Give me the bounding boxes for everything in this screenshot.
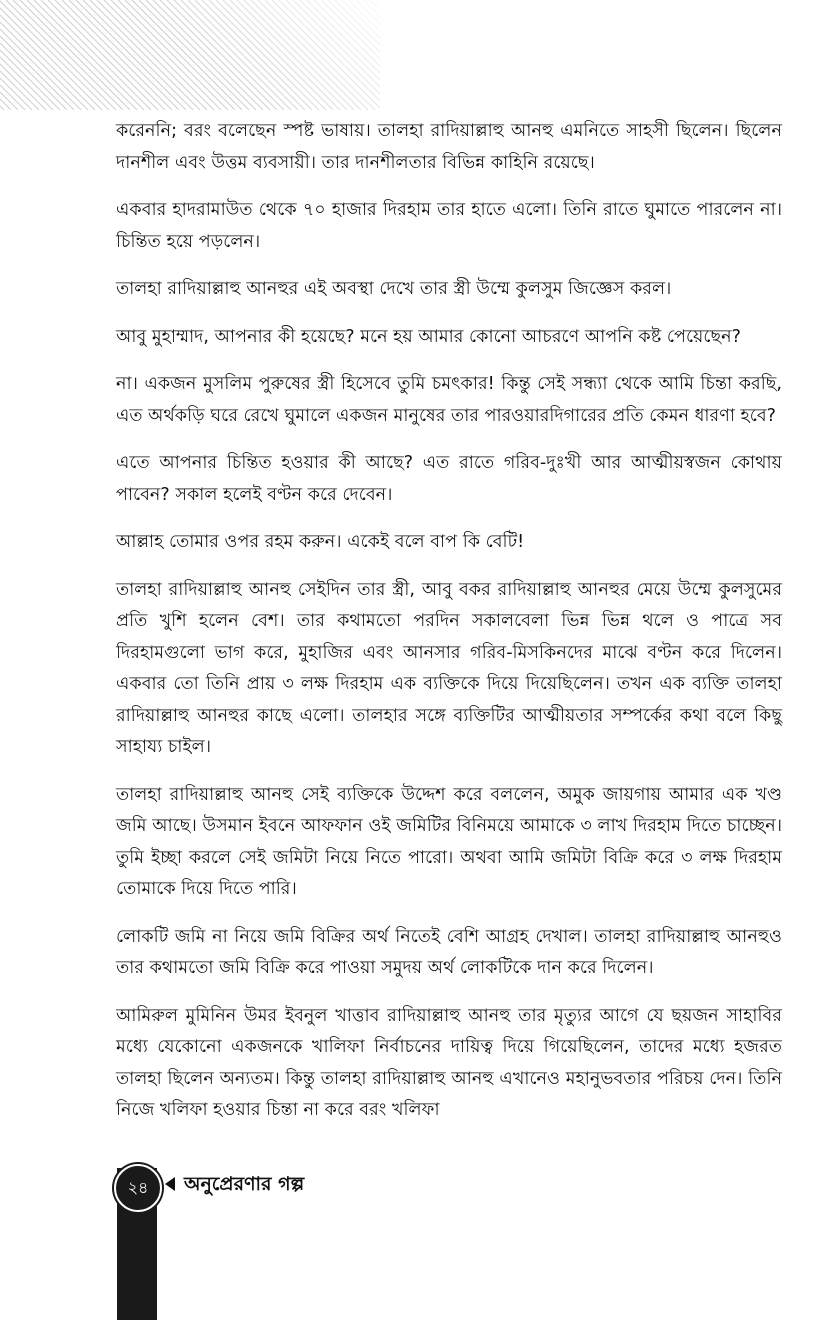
paragraph: একবার হাদরামাউত থেকে ৭০ হাজার দিরহাম তার হাতে এলো। তিনি রাতে ঘুমাতে পারলেন না। চিন্তিত হয়ে পড়লেন। <box>116 200 782 252</box>
paragraph: লোকটি জমি না নিয়ে জমি বিক্রির অর্থ নিতেই বেশি আগ্রহ দেখাল। তালহা রাদিয়াল্লাহু আনহুও তার কথামতো জমি বিক্রি করে পাওয়া সমুদয় অর্থ লোকটিকে দান করে দিলেন। <box>116 926 782 978</box>
paragraph: আমিরুল মুমিনিন উমর ইবনুল খাত্তাব রাদিয়াল্লাহু আনহু তার মৃত্যুর আগে যে ছয়জন সাহাবির মধ্যে যেকোনো একজনকে খালিফা নির্বাচনের দায়িত্ব দিয়ে গিয়েছিলেন, তাদের মধ্যে হজরত তালহা ছিলেন অন্যতম। কিন্তু তালহা রাদিয়াল্লাহু আনহু এখানেও মহানুভবতার পরিচয় দেন। তিনি নিজে খলিফা হওয়ার চিন্তা না করে বরং খলিফা <box>116 1005 782 1120</box>
paragraph: আল্লাহ তোমার ওপর রহম করুন। একেই বলে বাপ কি বেটি! <box>116 532 525 552</box>
arrow-left-icon <box>165 1177 175 1191</box>
paragraph: তালহা রাদিয়াল্লাহু আনহুর এই অবস্থা দেখে তার স্ত্রী উম্মে কুলসুম জিজ্ঞেস করল। <box>116 279 672 299</box>
paragraph: আবু মুহাম্মাদ, আপনার কী হয়েছে? মনে হয় আমার কোনো আচরণে আপনি কষ্ট পেয়েছেন? <box>116 326 741 347</box>
book-title: অনুপ্রেরণার গল্প <box>184 1173 305 1195</box>
page-number: ২৪ <box>114 1164 162 1212</box>
paragraph: এতে আপনার চিন্তিত হওয়ার কী আছে? এত রাতে গরিব-দুঃখী আর আত্মীয়স্বজন কোথায় পাবেন? সকাল হলেই বণ্টন করে দেবেন। <box>116 453 782 505</box>
paragraph: তালহা রাদিয়াল্লাহু আনহু সেই ব্যক্তিকে উদ্দেশ করে বললেন, অমুক জায়গায় আমার এক খণ্ড জমি আছে। উসমান ইবনে আফফান ওই জমিটির বিনিময়ে আমাকে ৩ লাখ দিরহাম দিতে চাচ্ছেন। তুমি ইচ্ছা করলে সেই জমিটা নিয়ে নিতে পারো। অথবা আমি জমিটা বিক্রি করে ৩ লক্ষ দিরহাম তোমাকে দিয়ে দিতে পারি। <box>116 784 782 899</box>
paragraph: করেননি; বরং বলেছেন স্পষ্ট ভাষায়। তালহা রাদিয়াল্লাহু আনহু এমনিতে সাহসী ছিলেন। ছিলেন দানশীল এবং উত্তম ব্যবসায়ী। তার দানশীলতার বিভিন্ন কাহিনি রয়েছে। <box>116 121 782 173</box>
paragraph: না। একজন মুসলিম পুরুষের স্ত্রী হিসেবে তুমি চমৎকার! কিন্তু সেই সন্ধ্যা থেকে আমি চিন্তা করছি, এত অর্থকড়ি ঘরে রেখে ঘুমালে একজন মানুষের তার পারওয়ারদিগারের প্রতি কেমন ধারণা হবে? <box>116 374 782 426</box>
page-body <box>116 116 782 1143</box>
corner-hatch-decoration <box>0 0 380 110</box>
paragraph: তালহা রাদিয়াল্লাহু আনহু সেইদিন তার স্ত্রী, আবু বকর রাদিয়াল্লাহু আনহুর মেয়ে উম্মে কুলসুমের প্রতি খুশি হলেন বেশ। তার কথামতো পরদিন সকালবেলা ভিন্ন ভিন্ন থলে ও পাত্রে সব দিরহামগুলো ভাগ করে, মুহাজির এবং আনসার গরিব-মিসকিনদের মাঝে বণ্টন করে দিলেন। একবার তো তিনি প্রায় ৩ লক্ষ দিরহাম এক ব্যক্তিকে দিয়ে দিয়েছিলেন। তখন এক ব্যক্তি তালহা রাদিয়াল্লাহু আনহুর কাছে এলো। তালহার সঙ্গে ব্যক্তিটির আত্মীয়তার সম্পর্কের কথা বলে কিছু সাহায্য চাইল। <box>116 579 782 757</box>
